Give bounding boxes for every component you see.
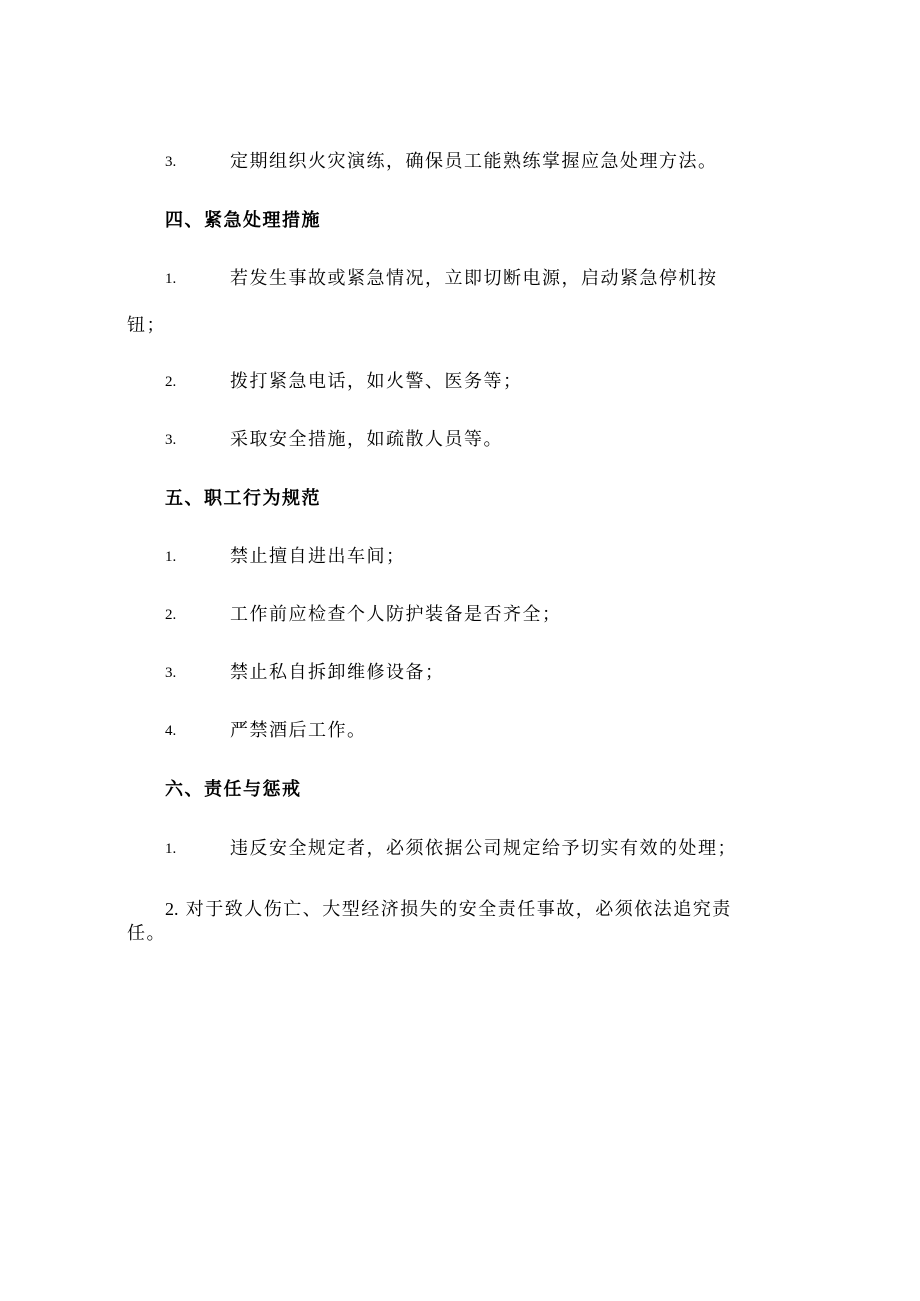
list-item-number: 1.: [165, 841, 177, 857]
list-item-number: 3.: [165, 154, 177, 170]
list-item-text: 对于致人伤亡、大型经济损失的安全责任事故，必须依法追究责: [185, 899, 732, 920]
list-item-number: 2.: [165, 607, 177, 623]
list-item-text: 禁止擅自进出车间；: [230, 546, 406, 567]
list-item-number: 1.: [165, 271, 177, 287]
list-item: [165, 897, 732, 922]
list-item-number: 4.: [165, 723, 177, 739]
list-item-number: 2.: [165, 899, 179, 919]
list-item-text: 违反安全规定者，必须依据公司规定给予切实有效的处理；: [230, 838, 737, 859]
list-item-number: 1.: [165, 549, 177, 565]
list-item-number: 3.: [165, 432, 177, 448]
section-heading-emergency: 四、紧急处理措施: [165, 210, 321, 231]
list-item-text: 禁止私自拆卸维修设备；: [230, 662, 445, 683]
list-item-text: 拨打紧急电话，如火警、医务等；: [230, 371, 523, 392]
section-heading-conduct: 五、职工行为规范: [165, 488, 321, 509]
list-item-text: 严禁酒后工作。: [230, 720, 367, 741]
list-item-continuation: 钮；: [127, 315, 166, 336]
list-item-number: 3.: [165, 665, 177, 681]
list-item-text: 工作前应检查个人防护装备是否齐全；: [230, 604, 562, 625]
list-item-text: 采取安全措施，如疏散人员等。: [230, 429, 503, 450]
list-item-number: 2.: [165, 374, 177, 390]
section-heading-responsibility: 六、责任与惩戒: [165, 779, 302, 800]
list-item-text: 定期组织火灾演练，确保员工能熟练掌握应急处理方法。: [230, 151, 718, 172]
list-item-text: 若发生事故或紧急情况，立即切断电源，启动紧急停机按: [230, 268, 718, 289]
list-item-continuation: 任。: [127, 923, 166, 944]
